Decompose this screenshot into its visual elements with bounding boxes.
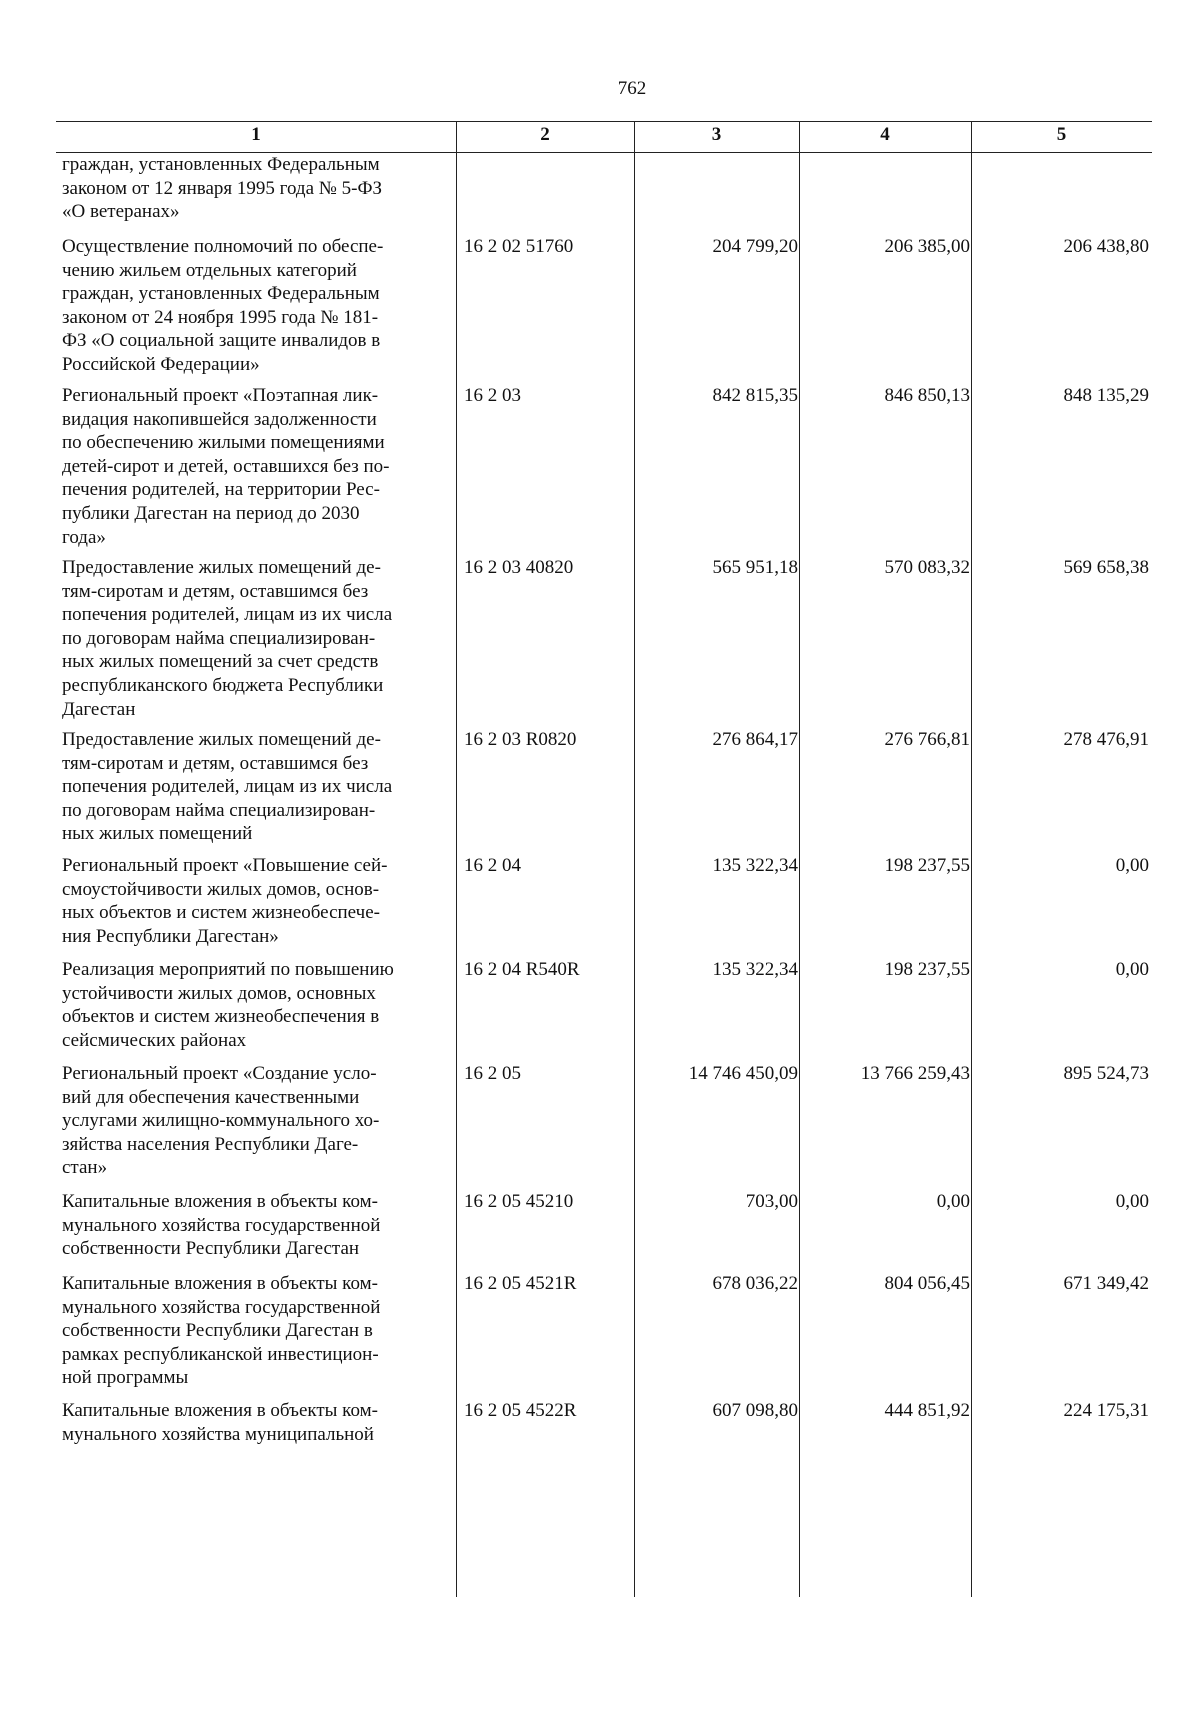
row-description: граждан, установленных Федеральным законом от 12 января 1995 года № 5-ФЗ «О ветеранах» xyxy=(62,154,382,223)
row-value-col5: 569 658,38 xyxy=(1063,557,1149,578)
row-description: Региональный проект «Создание усло- вий для обеспечения качественными услугами жилищно-коммунального хо- зяйства населения Республики Даге- стан» xyxy=(62,1063,380,1179)
row-description: Региональный проект «Поэтапная лик- видация накопившейся задолженности по обеспечению жилыми помещениями детей-сирот и детей, оставшихся без по- печения родителей, на территории Рес- публики Дагестан на период до 2030 года» xyxy=(62,385,390,548)
row-description: Капитальные вложения в объекты ком- мунального хозяйства муниципальной xyxy=(62,1400,378,1445)
row-value-col5: 0,00 xyxy=(1115,855,1149,876)
row-description: Реализация мероприятий по повышению устойчивости жилых домов, основных объектов и систем жизнеобеспечения в сейсмических районах xyxy=(62,959,394,1051)
row-value-col3: 276 864,17 xyxy=(712,729,798,750)
row-value-col4: 198 237,55 xyxy=(884,855,970,876)
header-col-1: 1 xyxy=(251,124,261,145)
row-value-col3: 135 322,34 xyxy=(712,855,798,876)
column-divider-1 xyxy=(456,121,457,1597)
row-code: 16 2 04 R540R xyxy=(464,959,580,980)
row-value-col3: 204 799,20 xyxy=(712,236,798,257)
row-value-col4: 198 237,55 xyxy=(884,959,970,980)
row-value-col5: 224 175,31 xyxy=(1063,1400,1149,1421)
row-value-col4: 206 385,00 xyxy=(884,236,970,257)
row-description: Предоставление жилых помещений де- тям-сиротам и детям, оставшимся без попечения родителей, лицам из их числа по договорам найма специализирован- ных жилых помещений xyxy=(62,729,393,845)
row-code: 16 2 05 4521R xyxy=(464,1273,577,1294)
row-value-col4: 804 056,45 xyxy=(884,1273,970,1294)
row-description: Региональный проект «Повышение сей- смоустойчивости жилых домов, основ- ных объектов и систем жизнеобеспече- ния Республики Дагестан» xyxy=(62,855,388,947)
header-col-3: 3 xyxy=(711,124,722,145)
page-number: 762 xyxy=(617,78,647,99)
header-col-2: 2 xyxy=(540,124,550,145)
row-code: 16 2 05 xyxy=(464,1063,521,1084)
row-value-col3: 135 322,34 xyxy=(712,959,798,980)
row-description: Осуществление полномочий по обеспе- чению жильем отдельных категорий граждан, установленных Федеральным законом от 24 ноября 1995 года № 181- ФЗ «О социальной защите инвалидов в Российской Федерации» xyxy=(62,236,384,375)
budget-table xyxy=(56,121,1152,1597)
row-value-col4: 444 851,92 xyxy=(884,1400,970,1421)
row-code: 16 2 03 40820 xyxy=(464,557,574,578)
row-value-col3: 842 815,35 xyxy=(712,385,798,406)
row-value-col5: 0,00 xyxy=(1115,1191,1149,1212)
row-value-col5: 895 524,73 xyxy=(1063,1063,1149,1084)
row-value-col4: 0,00 xyxy=(936,1191,970,1212)
row-value-col5: 848 135,29 xyxy=(1063,385,1149,406)
row-value-col5: 671 349,42 xyxy=(1063,1273,1149,1294)
row-value-col4: 846 850,13 xyxy=(884,385,970,406)
row-code: 16 2 02 51760 xyxy=(464,236,574,257)
row-value-col4: 276 766,81 xyxy=(884,729,970,750)
row-value-col4: 570 083,32 xyxy=(884,557,970,578)
row-code: 16 2 04 xyxy=(464,855,521,876)
row-code: 16 2 03 R0820 xyxy=(464,729,577,750)
row-value-col3: 678 036,22 xyxy=(712,1273,798,1294)
row-description: Предоставление жилых помещений де- тям-сиротам и детям, оставшимся без попечения родителей, лицам из их числа по договорам найма специализирован- ных жилых помещений за счет средств республиканского бюджета Республики Дагестан xyxy=(62,557,393,720)
row-description: Капитальные вложения в объекты ком- мунального хозяйства государственной собственности Республики Дагестан xyxy=(62,1191,381,1260)
row-value-col5: 0,00 xyxy=(1115,959,1149,980)
row-code: 16 2 05 4522R xyxy=(464,1400,577,1421)
row-value-col5: 278 476,91 xyxy=(1063,729,1149,750)
table-top-border xyxy=(56,121,1152,122)
row-value-col3: 565 951,18 xyxy=(712,557,798,578)
row-description: Капитальные вложения в объекты ком- мунального хозяйства государственной собственности Республики Дагестан в рамках республиканской инвестицион- ной программы xyxy=(62,1273,381,1389)
row-value-col3: 14 746 450,09 xyxy=(688,1063,798,1084)
header-col-4: 4 xyxy=(880,124,890,145)
row-value-col4: 13 766 259,43 xyxy=(860,1063,970,1084)
row-code: 16 2 03 xyxy=(464,385,521,406)
row-value-col3: 607 098,80 xyxy=(712,1400,798,1421)
header-col-5: 5 xyxy=(1056,124,1067,145)
row-value-col3: 703,00 xyxy=(745,1191,798,1212)
row-code: 16 2 05 45210 xyxy=(464,1191,574,1212)
row-value-col5: 206 438,80 xyxy=(1063,236,1149,257)
